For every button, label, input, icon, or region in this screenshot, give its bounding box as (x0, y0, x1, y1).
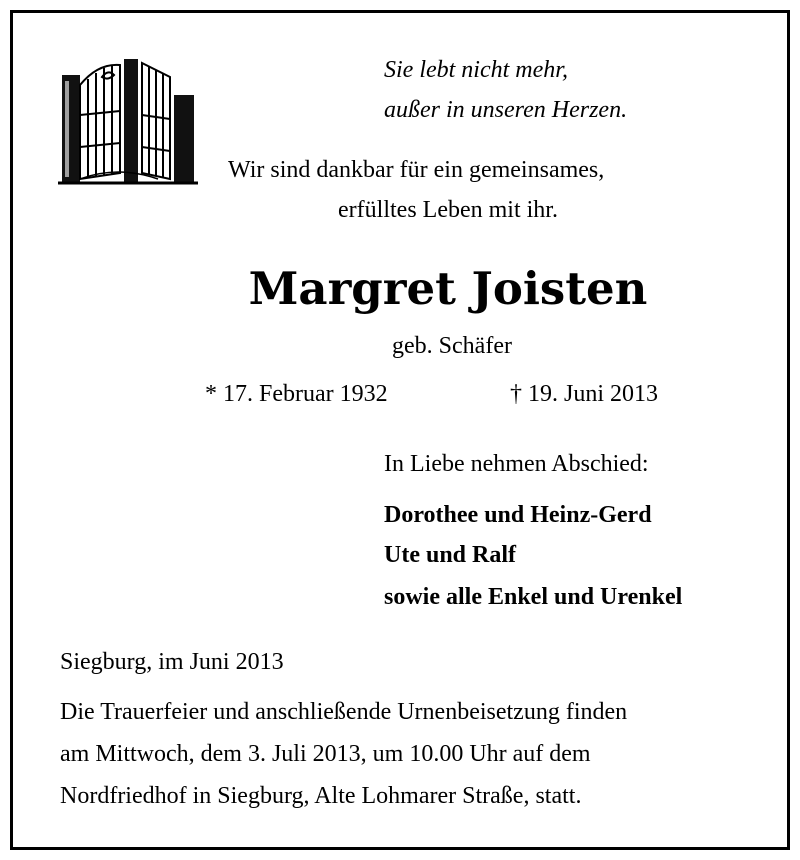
mourner-name: sowie alle Enkel und Urenkel (384, 584, 683, 610)
place-date: Siegburg, im Juni 2013 (60, 649, 284, 675)
quote-line-2: außer in unseren Herzen. (384, 97, 628, 123)
mourner-name: Ute und Ralf (384, 542, 517, 568)
gratitude-line-1: Wir sind dankbar für ein gemeinsames, (228, 157, 605, 183)
maiden-name: geb. Schäfer (392, 333, 512, 359)
quote-line-1: Sie lebt nicht mehr, (384, 57, 568, 83)
gratitude-line-2: erfülltes Leben mit ihr. (338, 197, 558, 223)
mourner-name: Dorothee und Heinz-Gerd (384, 502, 652, 528)
ceremony-line-1: Die Trauerfeier und anschließende Urnenbeisetzung finden (60, 699, 628, 725)
death-date: † 19. Juni 2013 (510, 381, 659, 407)
deceased-name: Margret Joisten (248, 262, 648, 315)
birth-date: * 17. Februar 1932 (205, 381, 388, 407)
open-cemetery-gate-icon (58, 55, 198, 187)
mourners-intro: In Liebe nehmen Abschied: (384, 451, 649, 477)
ceremony-line-3: Nordfriedhof in Siegburg, Alte Lohmarer Straße, statt. (60, 783, 582, 809)
ceremony-line-2: am Mittwoch, dem 3. Juli 2013, um 10.00 Uhr auf dem (60, 741, 591, 767)
